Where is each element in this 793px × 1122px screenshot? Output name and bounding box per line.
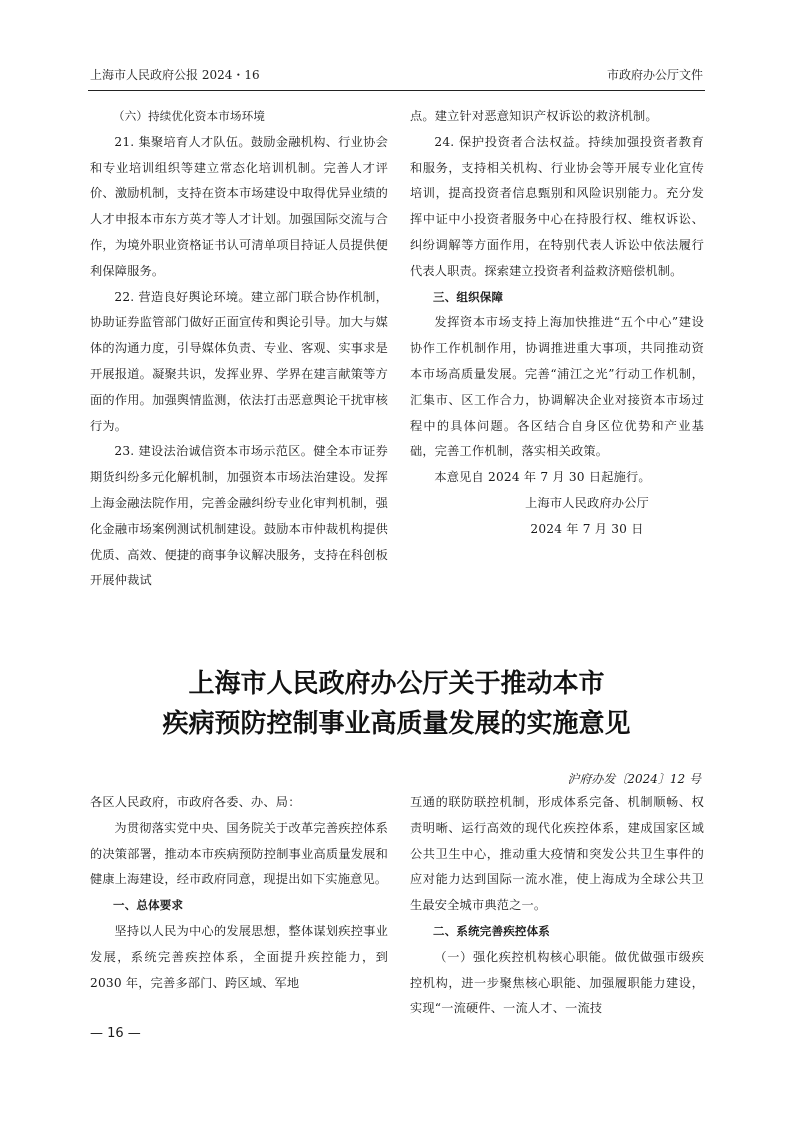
para-24: 24. 保护投资者合法权益。持续加强投资者教育和服务，支持相关机构、行业协会等开展专业化宣传培训，提高投资者信息甄别和风险识别能力。充分发挥中证中小投资者服务中心在持股行权、维权诉讼、纠纷调解等方面作用，在特别代表人诉讼中依法履行代表人职责。探索建立投资者利益救济赔偿机制。: [410, 134, 704, 278]
top-right-column: [410, 104, 704, 543]
signature-date: 2024 年 7 月 30 日: [530, 521, 644, 536]
top-left-column: [90, 104, 388, 594]
signature-org: 上海市人民政府办公厅: [525, 495, 649, 510]
header-publication: 上海市人民政府公报 2024・16: [90, 68, 260, 82]
intro-paragraph: 为贯彻落实党中央、国务院关于改革完善疾控体系的决策部署，推动本市疾病预防控制事业高质量发展和健康上海建设，经市政府同意，现提出如下实施意见。: [90, 820, 388, 887]
title-line-2: 疾病预防控制事业高质量发展的实施意见: [162, 709, 631, 739]
bottom-right-column: [410, 790, 704, 1022]
bottom-left-column: [90, 790, 388, 996]
para-21: 21. 集聚培育人才队伍。鼓励金融机构、行业协会和专业培训组织等建立常态化培训机制。完善人才评价、激励机制，支持在资本市场建设中取得优异业绩的人才申报本市东方英才等人才计划。加强国际交流与合作，为境外职业资格证书认可清单项目持证人员提供便利保障服务。: [90, 134, 388, 278]
para-23-continuation: 点。建立针对恶意知识产权诉讼的救济机制。: [410, 109, 658, 123]
page-number: — 16 —: [90, 1026, 141, 1041]
para-general-requirements: 坚持以人民为中心的发展思想，整体谋划疾控事业发展，系统完善疾控体系，全面提升疾控能力，到 2030 年，完善多部门、跨区域、军地: [90, 923, 388, 990]
header-section: 市政府办公厅文件: [606, 68, 703, 82]
salutation: 各区人民政府，市政府各委、办、局：: [90, 795, 301, 809]
section-heading-6: （六）持续优化资本市场环境: [113, 109, 266, 123]
heading-organization: 三、组织保障: [433, 289, 504, 304]
para-organization: 发挥资本市场支持上海加快推进“五个中心”建设协作工作机制作用，协调推进重大事项，共同推动资本市场高质量发展。完善“浦江之光”行动工作机制，汇集市、区工作合力，协调解决企业对接资本市场过程中的具体问题。各区结合自身区位优势和产业基础，完善工作机制，落实相关政策。: [410, 315, 704, 459]
title-line-1: 上海市人民政府办公厅关于推动本市: [188, 669, 605, 699]
para-23: 23. 建设法治诚信资本市场示范区。健全本市证券期货纠纷多元化解机制，加强资本市场法治建设。发挥上海金融法院作用，完善金融纠纷专业化审判机制，强化金融市场案例测试机制建设。鼓励本市仲裁机构提供优质、高效、便捷的商事争议解决服务，支持在科创板开展仲裁试: [90, 444, 388, 588]
heading-general-requirements: 一、总体要求: [113, 898, 184, 913]
document-number: 沪府办发〔2024〕12 号: [567, 772, 701, 786]
para-22: 22. 营造良好舆论环境。建立部门联合协作机制，协助证券监管部门做好正面宣传和舆论引导。加大与媒体的沟通力度，引导媒体负责、专业、客观、实事求是开展报道。凝聚共识，发挥业界、学界在建言献策等方面的作用。加强舆情监测，依法打击恶意舆论干扰审核行为。: [90, 289, 388, 433]
article-title: [60, 664, 733, 744]
effective-date-text: 本意见自 2024 年 7 月 30 日起施行。: [434, 470, 651, 485]
para-general-continuation: 互通的联防联控机制，形成体系完备、机制顺畅、权责明晰、运行高效的现代化疾控体系，建成国家区域公共卫生中心，推动重大疫情和突发公共卫生事件的应对能力达到国际一流水准，使上海成为全球公共卫生最安全城市典范之一。: [410, 795, 704, 913]
para-core-functions: （一）强化疾控机构核心职能。做优做强市级疾控机构，进一步聚焦核心职能、加强履职能力建设，实现“一流硬件、一流人才、一流技: [410, 949, 704, 1016]
heading-system: 二、系统完善疾控体系: [433, 923, 550, 938]
running-header: [90, 66, 703, 88]
header-rule: [88, 90, 705, 91]
